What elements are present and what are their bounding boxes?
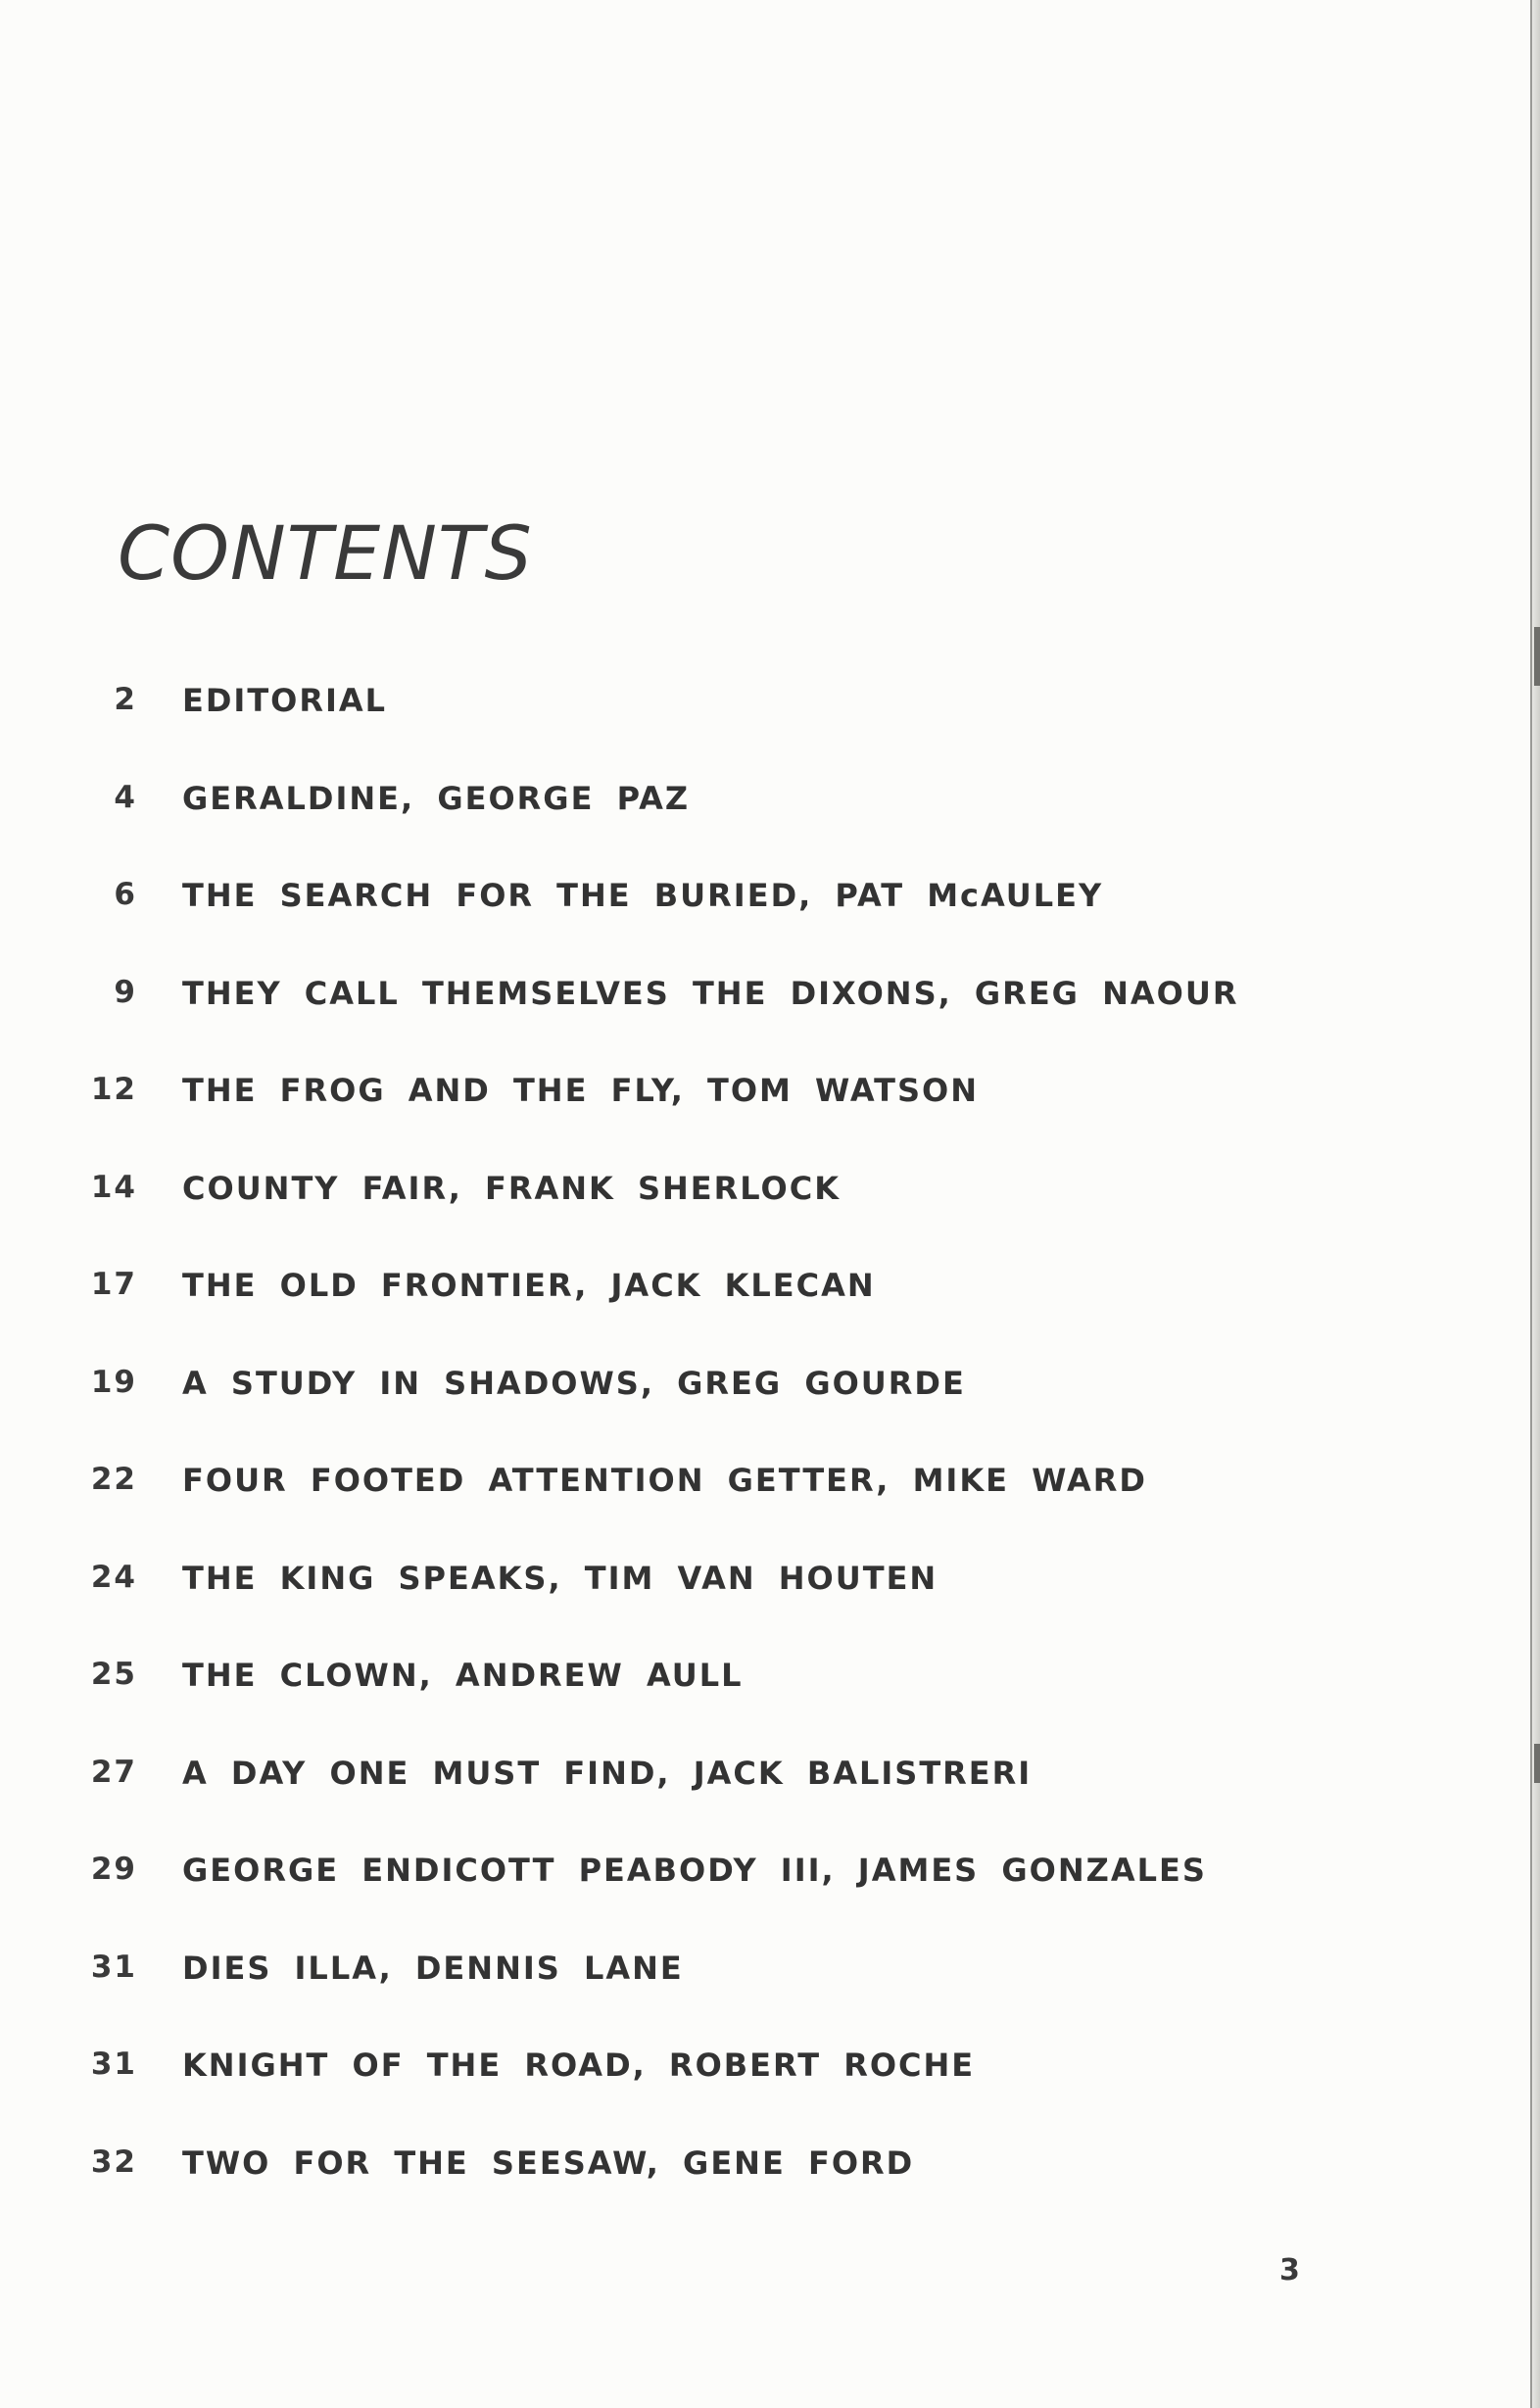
toc-page-number: 31 [90,2047,137,2082]
toc-entry [0,1170,1411,1268]
toc-page-number: 24 [90,1559,137,1595]
toc-entry [0,877,1411,975]
page-edge-mark [1534,627,1540,686]
toc-page-number: 22 [90,1462,137,1497]
toc-page-number: 17 [90,1267,137,1302]
toc-entry [0,1462,1411,1560]
toc-entry [0,1267,1411,1365]
toc-page-number: 29 [90,1852,137,1887]
page-edge [1530,0,1540,2408]
toc-entry-title: EDITORIAL [182,682,388,719]
toc-entry-title: THE FROG AND THE FLY, TOM WATSON [182,1072,980,1109]
toc-entry-title: GEORGE ENDICOTT PEABODY III, JAMES GONZALES [182,1852,1207,1889]
table-of-contents [0,682,1411,2241]
toc-page-number: 4 [114,779,137,815]
toc-entry-title: THE SEARCH FOR THE BURIED, PAT McAULEY [182,877,1104,914]
toc-page-number: 6 [114,877,137,912]
toc-page-number: 2 [114,682,137,717]
toc-entry [0,1072,1411,1170]
toc-entry [0,1852,1411,1950]
toc-entry [0,1755,1411,1853]
toc-entry-title: A DAY ONE MUST FIND, JACK BALISTRERI [182,1754,1033,1792]
toc-page-number: 32 [90,2143,137,2180]
toc-page-number: 27 [90,1754,137,1790]
toc-entry [0,1365,1411,1463]
toc-entry [0,1657,1411,1755]
toc-entry [0,682,1411,780]
toc-entry-title: DIES ILLA, DENNIS LANE [182,1949,684,1987]
toc-entry-title: COUNTY FAIR, FRANK SHERLOCK [182,1169,842,1207]
page-title: CONTENTS [118,509,533,597]
toc-page-number: 25 [90,1657,137,1692]
toc-page-number: 14 [90,1169,137,1205]
toc-entry [0,975,1411,1073]
toc-page-number: 19 [90,1364,137,1400]
toc-entry [0,780,1411,878]
toc-entry-title: KNIGHT OF THE ROAD, ROBERT ROCHE [182,2047,976,2084]
toc-entry-title: THEY CALL THEMSELVES THE DIXONS, GREG NAOUR [182,974,1239,1012]
page-edge-mark [1534,1744,1540,1783]
toc-page-number: 31 [90,1949,137,1985]
toc-entry-title: THE CLOWN, ANDREW AULL [182,1657,744,1694]
toc-entry [0,1950,1411,2047]
toc-entry-title: FOUR FOOTED ATTENTION GETTER, MIKE WARD [182,1462,1147,1499]
toc-entry [0,2144,1411,2242]
toc-entry [0,2047,1411,2144]
toc-page-number: 9 [114,974,137,1010]
page-number: 3 [1279,2253,1300,2288]
toc-entry-title: GERALDINE, GEORGE PAZ [182,779,691,817]
toc-entry-title: THE KING SPEAKS, TIM VAN HOUTEN [182,1559,938,1597]
toc-entry [0,1560,1411,1658]
toc-page-number: 12 [90,1072,137,1107]
toc-entry-title: THE OLD FRONTIER, JACK KLECAN [182,1267,876,1304]
toc-entry-title: A STUDY IN SHADOWS, GREG GOURDE [182,1364,966,1402]
toc-entry-title: TWO FOR THE SEESAW, GENE FORD [182,2143,915,2182]
